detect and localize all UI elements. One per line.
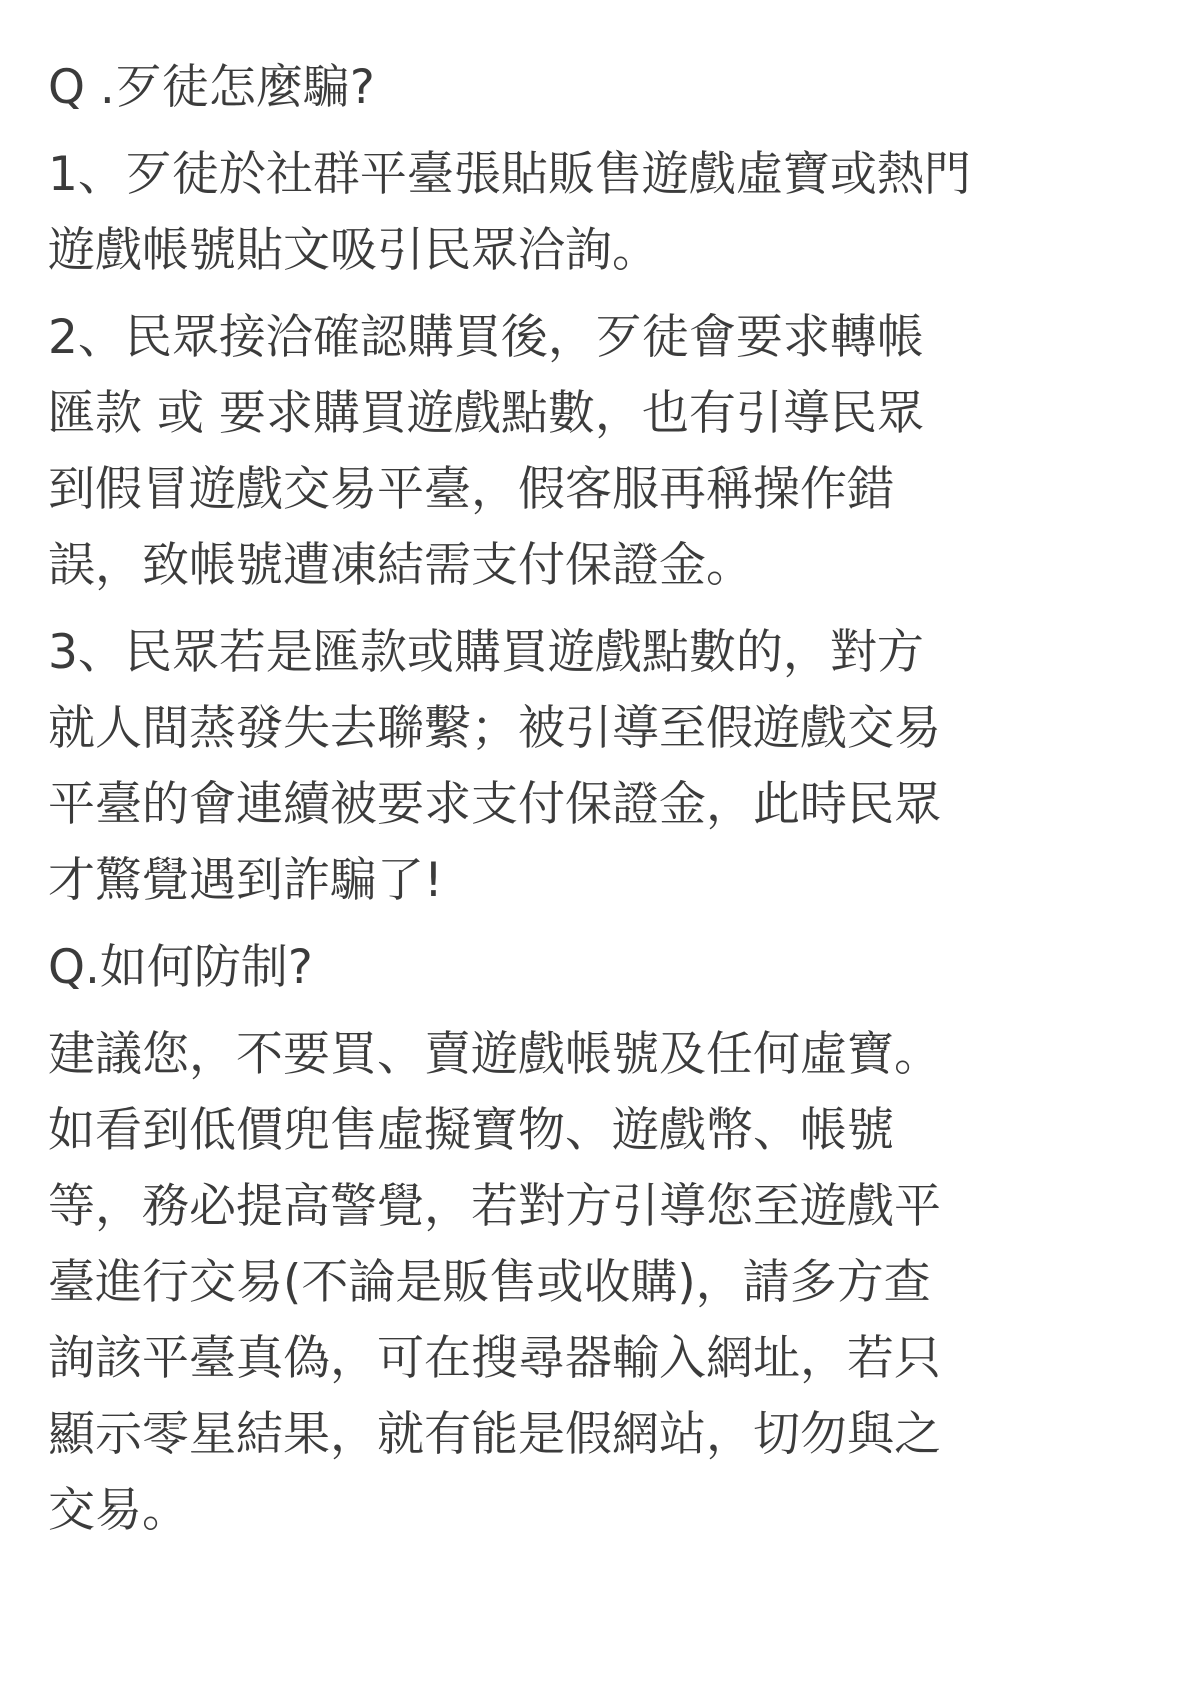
paragraph-line: 平臺的會連續被要求支付保證金，此時民眾 (48, 777, 941, 832)
paragraph-line: 等，務必提高警覺，若對方引導您至遊戲平 (48, 1179, 941, 1234)
paragraph-line: 詢該平臺真偽，可在搜尋器輸入網址，若只 (48, 1331, 941, 1386)
paragraph-line: 建議您，不要買、賣遊戲帳號及任何虛寶。 (48, 1027, 941, 1082)
paragraph-line: 才驚覺遇到詐騙了! (48, 853, 443, 908)
paragraph-line: 3、民眾若是匯款或購買遊戲點數的，對方 (48, 625, 924, 680)
scam-step-1 (48, 137, 1138, 289)
paragraph-line: 如看到低價兜售虛擬寶物、遊戲幣、帳號 (48, 1103, 894, 1158)
question-heading-prevention: Q.如何防制? (48, 940, 313, 995)
paragraph-line: 2、民眾接洽確認購買後，歹徒會要求轉帳 (48, 310, 924, 365)
paragraph-line: 誤，致帳號遭凍結需支付保證金。 (48, 538, 753, 593)
paragraph-line: 交易。 (48, 1483, 189, 1538)
article (48, 50, 1138, 1560)
paragraph-line: 就人間蒸發失去聯繫；被引導至假遊戲交易 (48, 701, 941, 756)
paragraph-line: 臺進行交易(不論是販售或收購)，請多方查 (48, 1255, 931, 1310)
paragraph-line: 1、歹徒於社群平臺張貼販售遊戲虛寶或熱門 (48, 147, 971, 202)
paragraph-line: 匯款 或 要求購買遊戲點數，也有引導民眾 (48, 386, 924, 441)
paragraph-line: 顯示零星結果，就有能是假網站，切勿與之 (48, 1407, 941, 1462)
question-heading-how-scam: Q .歹徒怎麼騙? (48, 60, 375, 115)
prevention-answer (48, 1017, 1138, 1549)
paragraph-line: 遊戲帳號貼文吸引民眾洽詢。 (48, 223, 659, 278)
paragraph-line: 到假冒遊戲交易平臺，假客服再稱操作錯 (48, 462, 894, 517)
scam-step-3 (48, 615, 1138, 919)
scam-step-2 (48, 300, 1138, 604)
